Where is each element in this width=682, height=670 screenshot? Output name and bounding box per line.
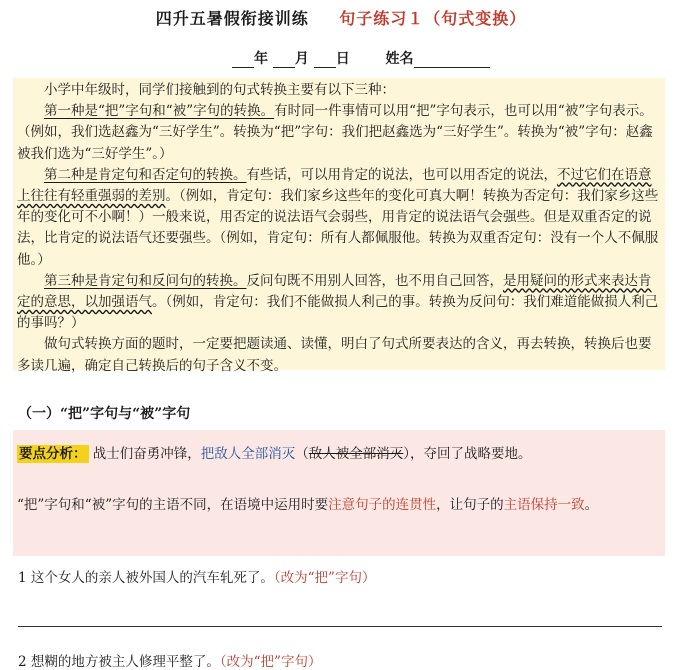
day-blank[interactable]	[314, 53, 336, 68]
year-label: 年	[254, 51, 268, 67]
intro-paragraph-2: 第一种是“把”字句和“被”字句的转换。有时同一件事情可以用“把”字句表示，也可以用“被”字句表示。（例如，我们选赵鑫为“三好学生”。转换为“把”字句：我们把赵鑫选为“三好学生”。转换为“被”字句：赵鑫被我们选为“三好学生”。）	[17, 103, 653, 162]
intro-paragraph-3: 第二种是肯定句和否定句的转换。有些话，可以用肯定的说法，也可以用否定的说法，不过它们在语意上往往有轻重强弱的差别。（例如，肯定句：我们家乡这些年的变化可真大啊！转换为否定句：我们家乡这些年的变化可不小啊！）一般来说，用否定的说法语气会弱些，用肯定的说法语气会强些。但是双重否定的说法，比肯定的说法语气还要强些。（例如，肯定句：所有人都佩服他。转换为双重否定句：没有一个人不佩服他。）	[17, 166, 659, 268]
month-label: 月	[294, 51, 309, 67]
question-2: 2 想糊的地方被主人修理平整了。（改为“把”字句）	[18, 654, 322, 670]
type2-heading: 第二种是肯定句和否定句的转换。	[44, 166, 247, 183]
key-point-box	[13, 430, 665, 556]
name-blank[interactable]	[414, 53, 490, 68]
question-1-hint: （改为“把”字句）	[273, 570, 376, 586]
title-sub: 句子练习１（句式变换）	[339, 9, 527, 28]
note-highlight-2: 主语保持一致	[503, 497, 585, 513]
note-highlight-1: 注意句子的连贯性	[328, 497, 437, 513]
type1-heading: 第一种是“把”字句和“被”字句的转换。	[44, 103, 275, 120]
section-heading: （一）“把”字句与“被”字句	[18, 406, 191, 422]
intro-box	[13, 78, 665, 374]
title-main: 四升五暑假衔接训练	[155, 9, 309, 28]
answer-line-1[interactable]	[18, 626, 662, 627]
intro-paragraph-5: 做句式转换方面的题时，一定要把题读通、读懂，明白了句式所要表达的含义，再去转换，转换后也要多读几遍，确定自己转换后的句子含义不变。	[17, 336, 652, 374]
month-blank[interactable]	[273, 53, 295, 68]
example-highlight: 把敌人全部消灭	[200, 446, 296, 462]
question-2-hint: （改为“把”字句）	[219, 654, 322, 670]
year-blank[interactable]	[232, 53, 254, 68]
example-struck: 敌人被全部消灭	[308, 446, 404, 462]
type2-key-phrase: 不过它们在语意上往往有轻重强弱的差别	[17, 166, 652, 205]
type3-key-phrase: 是用疑问的形式来表达肯定的意思，以加强语气	[17, 272, 652, 311]
key-point-example: 要点分析： 战士们奋勇冲锋，把敌人全部消灭（敌人被全部消灭），夺回了战略要地。	[19, 446, 532, 462]
question-1: 1 这个女人的亲人被外国人的汽车轧死了。（改为“把”字句）	[18, 570, 376, 586]
intro-paragraph-4: 第三种是肯定句和反问句的转换。反问句既不用别人回答，也不用自己回答，是用疑问的形式来表达肯定的意思，以加强语气。（例如，肯定句：我们不能做损人利己的事。转换为反问句：我们难道能做损人利己的事吗？）	[17, 272, 659, 332]
day-label: 日	[335, 51, 350, 67]
type3-heading: 第三种是肯定句和反问句的转换。	[44, 272, 247, 289]
key-point-note: “把”字句和“被”字句的主语不同，在语境中运用时要注意句子的连贯性，让句子的主语保持一致。	[17, 497, 599, 513]
intro-paragraph-1: 小学中年级时，同学们接触到的句式转换主要有以下三种：	[44, 82, 395, 98]
date-name-line	[232, 48, 490, 68]
key-point-tag: 要点分析：	[19, 446, 87, 462]
page-title	[0, 6, 682, 29]
name-label: 姓名	[385, 51, 414, 67]
